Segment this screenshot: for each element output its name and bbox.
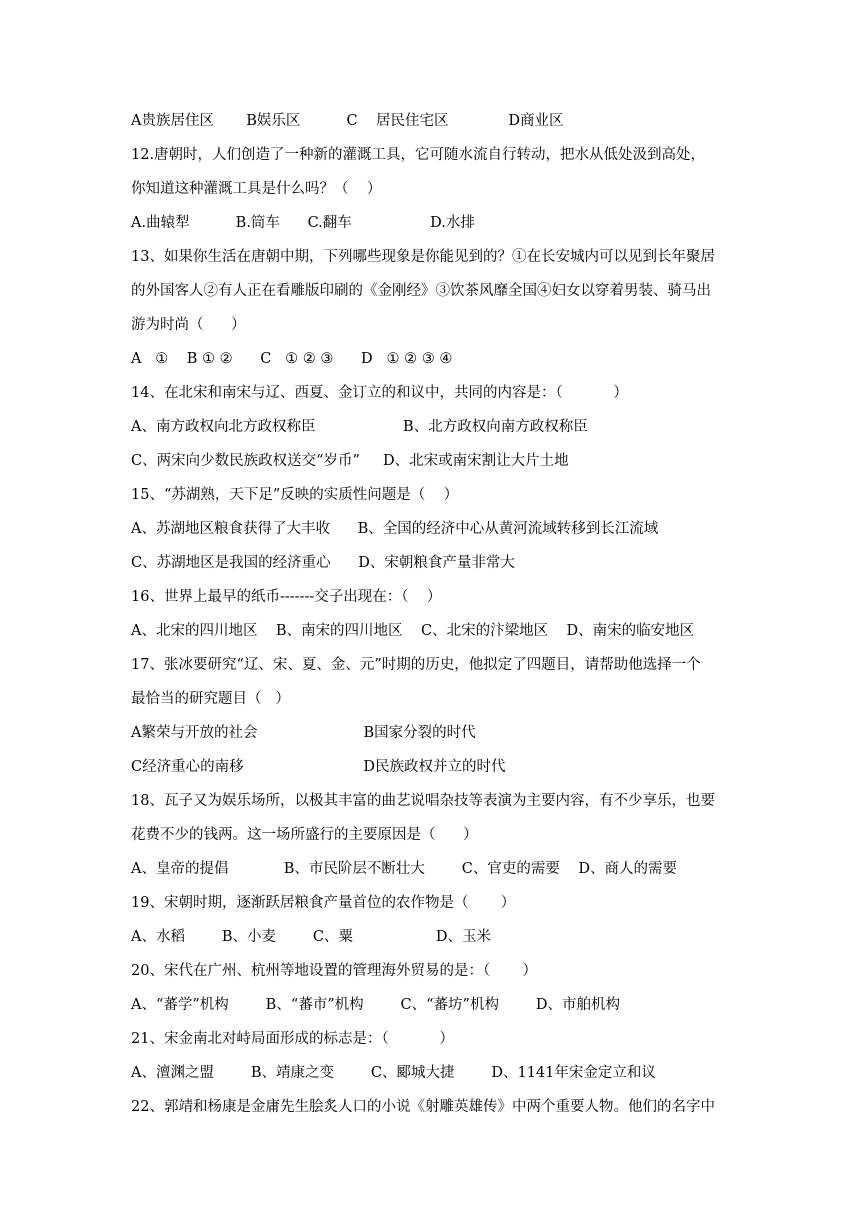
option-line-q14-cd: C、两宋向少数民族政权送交“岁币” D、北宋或南宋割让大片土地 (131, 453, 569, 469)
question-18: 18、瓦子又为娱乐场所，以极其丰富的曲艺说唱杂技等表演为主要内容，有不少享乐，也要 (131, 793, 715, 809)
question-16: 16、世界上最早的纸币-------交子出现在：（ ） (131, 589, 442, 605)
question-12-cont: 你知道这种灌溉工具是什么吗？（ ） (131, 181, 382, 197)
option-line-q17-ab: A繁荣与开放的社会 B国家分裂的时代 (131, 725, 476, 741)
question-13: 13、如果你生活在唐朝中期，下列哪些现象是你能见到的？①在长安城内可以见到长年聚居 (131, 249, 715, 265)
option-line-q19: A、水稻 B、小麦 C、粟 D、玉米 (131, 929, 492, 945)
question-13-cont2: 游为时尚（ ） (131, 317, 246, 333)
question-17-cont: 最恰当的研究题目（ ） (131, 691, 290, 707)
option-line-q14-ab: A、南方政权向北方政权称臣 B、北方政权向南方政权称臣 (131, 419, 588, 435)
option-line-q11: A贵族居住区 B娱乐区 C 居民住宅区 D商业区 (131, 113, 564, 129)
question-21: 21、宋金南北对峙局面形成的标志是：（ ） (131, 1031, 454, 1047)
option-line-q18: A、皇帝的提倡 B、市民阶层不断壮大 C、官吏的需要 D、商人的需要 (131, 861, 677, 877)
question-20: 20、宋代在广州、杭州等地设置的管理海外贸易的是：（ ） (131, 963, 537, 979)
option-line-q12: A.曲辕犁 B.筒车 C.翻车 D.水排 (131, 215, 475, 231)
option-line-q20: A、“蕃学”机构 B、“蕃市”机构 C、“蕃坊”机构 D、市舶机构 (131, 997, 620, 1013)
option-line-q21: A、澶渊之盟 B、靖康之变 C、郾城大捷 D、1141年宋金定立和议 (131, 1065, 656, 1081)
option-line-q17-cd: C经济重心的南移 D民族政权并立的时代 (131, 759, 506, 775)
question-22: 22、郭靖和杨康是金庸先生脍炙人口的小说《射雕英雄传》中两个重要人物。他们的名字中 (131, 1099, 715, 1115)
option-line-q15-cd: C、苏湖地区是我国的经济重心 D、宋朝粮食产量非常大 (131, 555, 515, 571)
question-14: 14、在北宋和南宋与辽、西夏、金订立的和议中，共同的内容是：（ ） (131, 385, 628, 401)
question-17: 17、张冰要研究“辽、宋、夏、金、元”时期的历史，他拟定了四题目，请帮助他选择一个 (131, 657, 701, 673)
question-18-cont: 花费不少的钱两。这一场所盛行的主要原因是（ ） (131, 827, 478, 843)
option-line-q13: A ① B ① ② C ① ② ③ D ① ② ③ ④ (131, 351, 453, 367)
question-19: 19、宋朝时期，逐渐跃居粮食产量首位的农作物是（ ） (131, 895, 516, 911)
question-13-cont1: 的外国客人②有人正在看雕版印刷的《金刚经》③饮茶风靡全国④妇女以穿着男装、骑马出 (131, 283, 711, 299)
question-12: 12.唐朝时，人们创造了一种新的灌溉工具，它可随水流自行转动，把水从低处汲到高处， (131, 147, 706, 163)
option-line-q15-ab: A、苏湖地区粮食获得了大丰收 B、全国的经济中心从黄河流域转移到长江流域 (131, 521, 659, 537)
question-15: 15、“苏湖熟，天下足”反映的实质性问题是（ ） (131, 487, 459, 503)
option-line-q16: A、北宋的四川地区 B、南宋的四川地区 C、北宋的汴梁地区 D、南宋的临安地区 (131, 623, 695, 639)
